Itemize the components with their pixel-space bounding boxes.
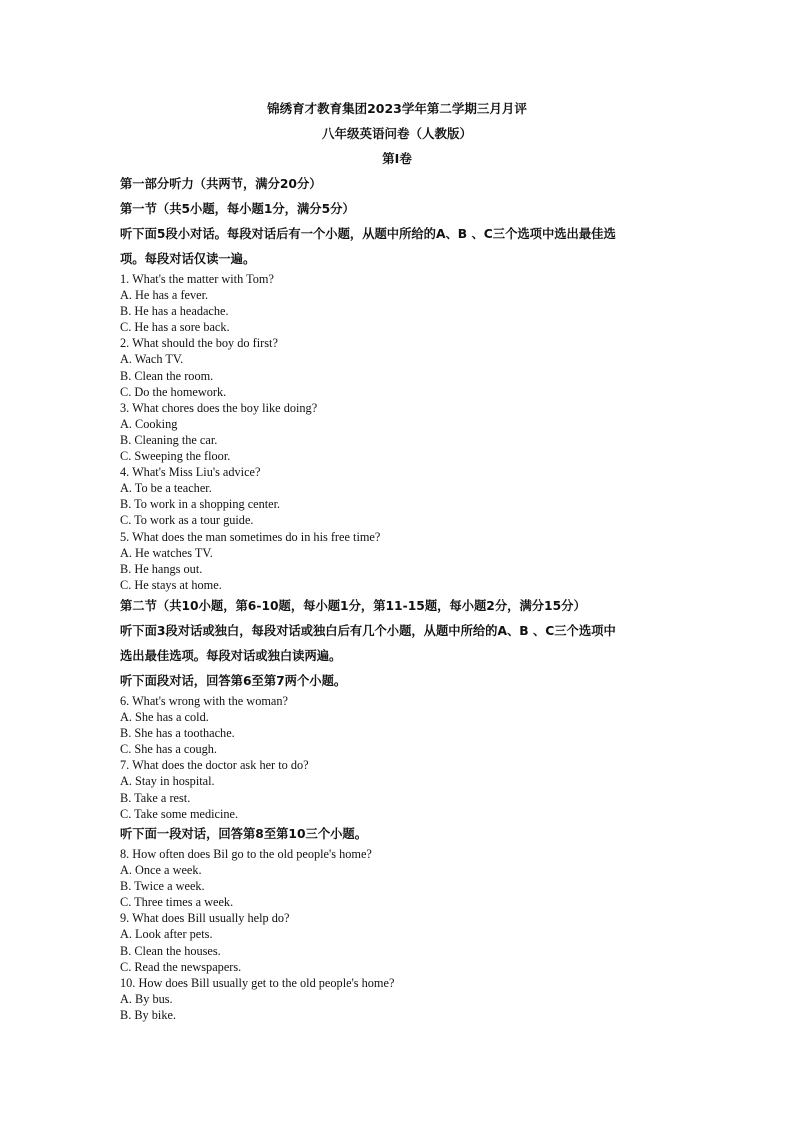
part1-heading: 第一部分听力（共两节，满分20分） <box>120 177 322 191</box>
question-text: 10. How does Bill usually get to the old people's home? <box>120 975 395 990</box>
dialog1-questions <box>120 693 680 822</box>
section2-instruction-line1: 听下面3段对话或独白，每段对话或独白后有几个小题，从题中所给的A、B 、C三个选项中 <box>120 624 616 638</box>
option-b: B. Clean the houses. <box>120 943 221 958</box>
option-c: C. Sweeping the floor. <box>120 449 231 464</box>
section1-instruction-line2: 项。每段对话仅读一遍。 <box>120 252 256 266</box>
option-b: B. Take a rest. <box>120 790 191 805</box>
option-a: A. Stay in hospital. <box>120 774 215 789</box>
section1-instruction-line1: 听下面5段小对话。每段对话后有一个小题，从题中所给的A、B 、C三个选项中选出最佳选 <box>120 227 616 241</box>
option-c: C. Three times a week. <box>120 895 234 910</box>
dialog1-heading: 听下面段对话，回答第6至第7两个小题。 <box>120 674 347 688</box>
question-text: 7. What does the doctor ask her to do? <box>120 758 309 773</box>
option-a: A. By bus. <box>120 991 173 1006</box>
exam-subtitle: 八年级英语问卷（人教版） <box>321 126 472 141</box>
option-c: C. To work as a tour guide. <box>120 513 254 528</box>
option-a: A. Once a week. <box>120 863 202 878</box>
option-b: B. He hangs out. <box>120 561 203 576</box>
option-b: B. Cleaning the car. <box>120 432 218 447</box>
option-b: B. Twice a week. <box>120 879 205 894</box>
option-a: A. Wach TV. <box>120 352 184 367</box>
option-c: C. He has a sore back. <box>120 320 230 335</box>
question-text: 2. What should the boy do first? <box>120 336 278 351</box>
question-text: 9. What does Bill usually help do? <box>120 911 290 926</box>
option-b: B. By bike. <box>120 1007 177 1022</box>
option-c: C. He stays at home. <box>120 577 222 592</box>
section1-heading: 第一节（共5小题，每小题1分，满分5分） <box>120 202 355 216</box>
section1-questions <box>120 271 680 593</box>
question-text: 8. How often does Bil go to the old people's home? <box>120 847 372 861</box>
section2-heading: 第二节（共10小题，第6-10题，每小题1分，第11-15题，每小题2分，满分15分） <box>120 599 586 613</box>
option-a: A. Cooking <box>120 416 178 431</box>
option-c: C. Take some medicine. <box>120 806 239 821</box>
section2-instruction-line2: 选出最佳选项。每段对话或独白读两遍。 <box>120 649 342 663</box>
option-a: A. He watches TV. <box>120 545 213 560</box>
question-text: 1. What's the matter with Tom? <box>120 272 274 286</box>
question-text: 3. What chores does the boy like doing? <box>120 400 318 415</box>
option-c: C. Do the homework. <box>120 384 227 399</box>
dialog2-questions <box>120 846 680 1023</box>
question-text: 5. What does the man sometimes do in his free time? <box>120 529 381 544</box>
question-text: 6. What's wrong with the woman? <box>120 694 288 708</box>
dialog2-heading: 听下面一段对话，回答第8至第10三个小题。 <box>120 827 368 841</box>
option-b: B. She has a toothache. <box>120 726 235 741</box>
volume-label: 第Ⅰ卷 <box>382 151 412 166</box>
option-c: C. She has a cough. <box>120 742 217 757</box>
option-a: A. To be a teacher. <box>120 481 212 496</box>
option-a: A. Look after pets. <box>120 927 213 942</box>
exam-title: 锦绣育才教育集团2023学年第二学期三月月评 <box>267 101 527 116</box>
option-c: C. Read the newspapers. <box>120 959 242 974</box>
option-a: A. He has a fever. <box>120 288 209 303</box>
option-a: A. She has a cold. <box>120 710 209 725</box>
option-b: B. To work in a shopping center. <box>120 497 281 512</box>
question-text: 4. What's Miss Liu's advice? <box>120 465 261 480</box>
option-b: B. He has a headache. <box>120 304 229 319</box>
option-b: B. Clean the room. <box>120 368 214 383</box>
